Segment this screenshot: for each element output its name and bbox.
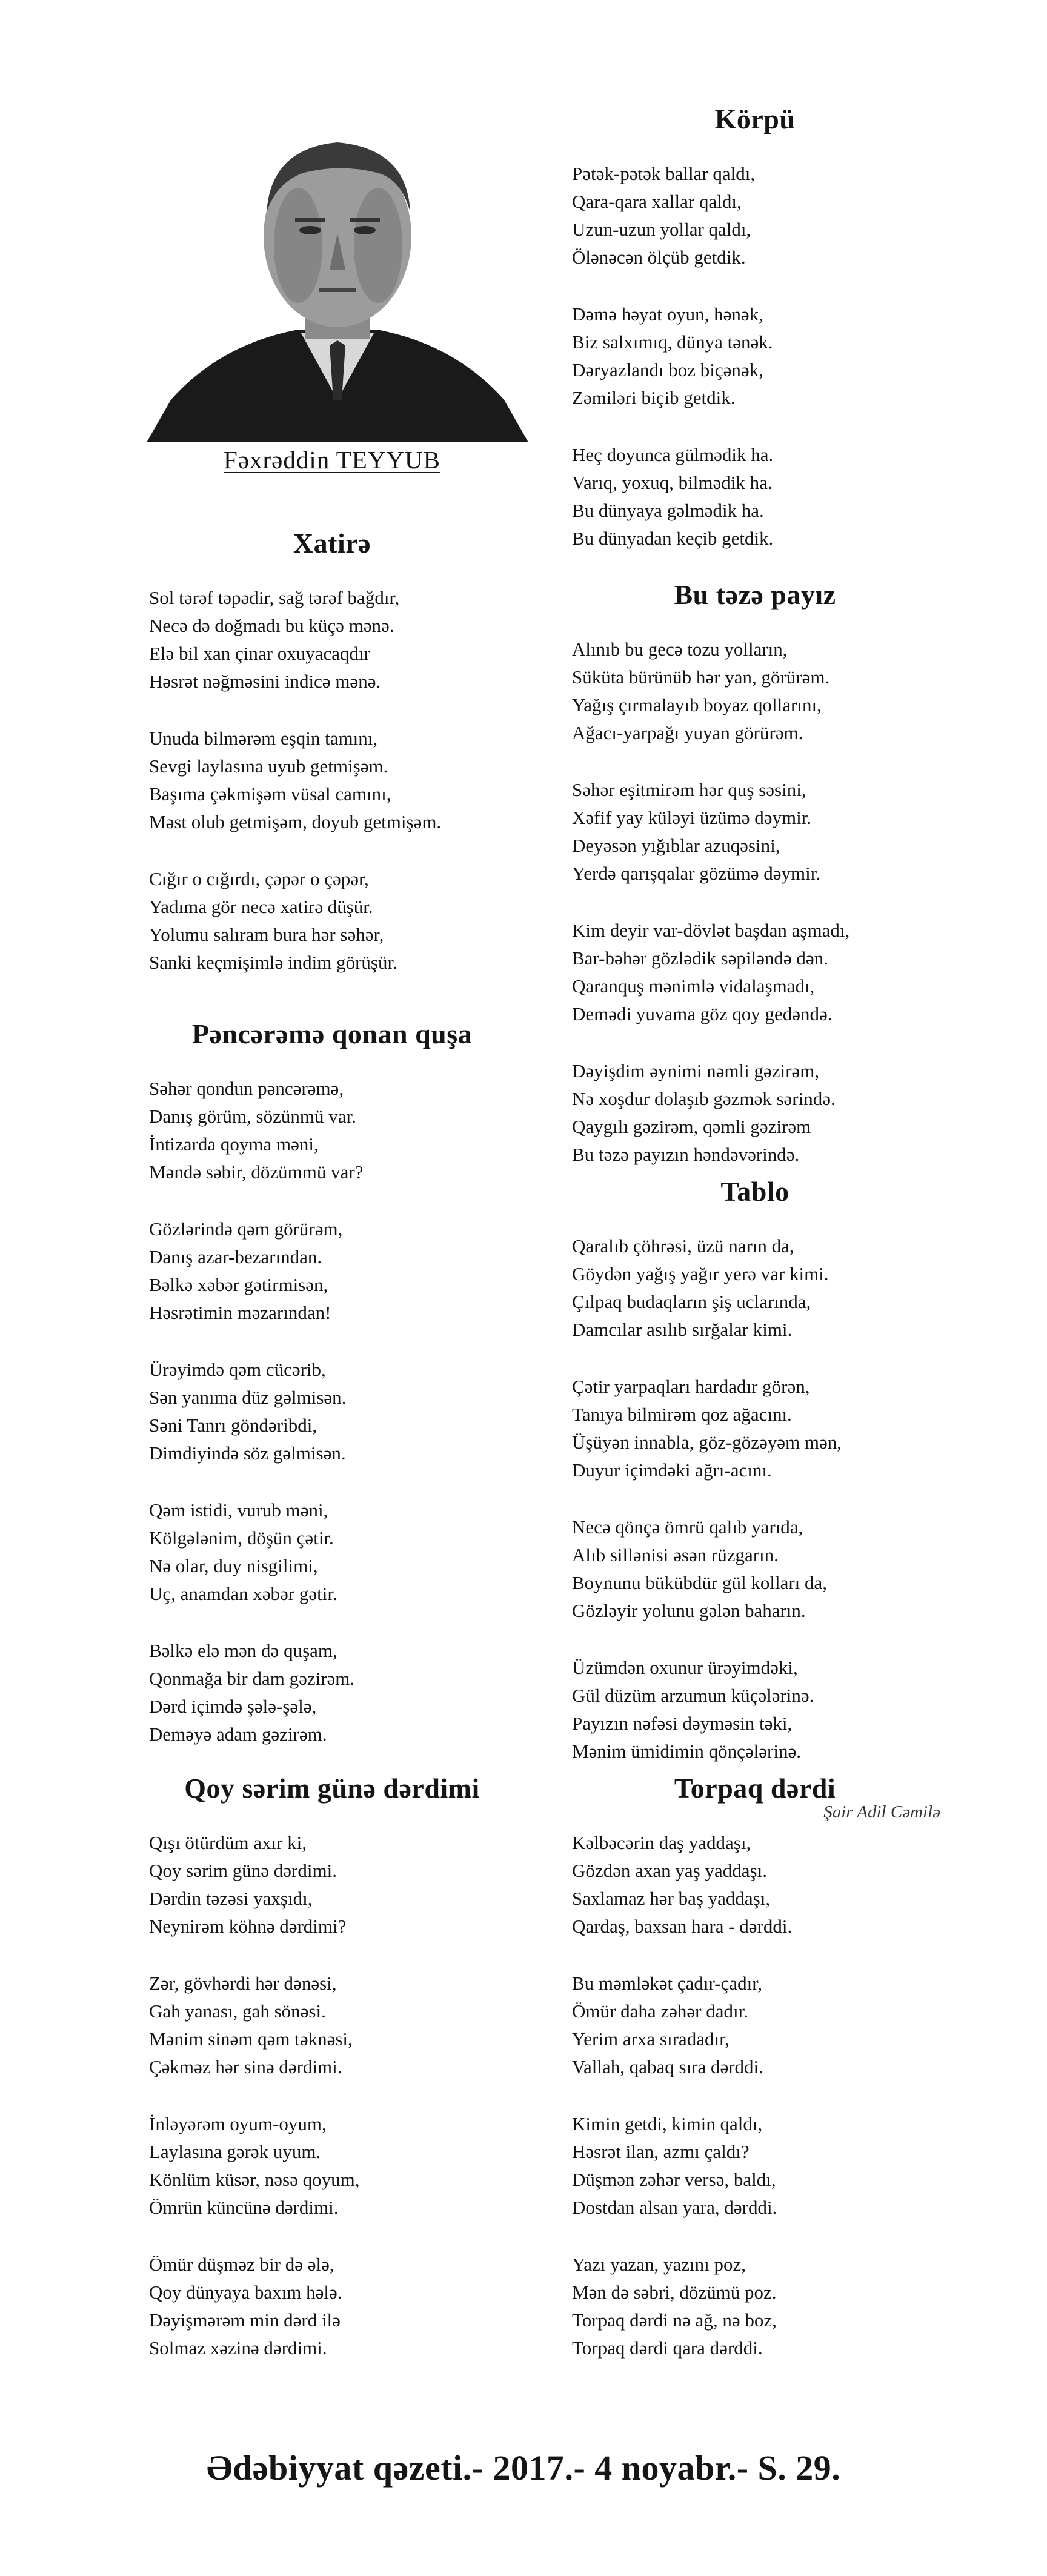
poem-line: Kim deyir var-dövlət başdan aşmadı,: [572, 920, 850, 941]
poem-title: Qoy sərim günə dərdimi: [184, 1773, 480, 1804]
poem-line: Dəmə həyat oyun, hənək,: [572, 304, 763, 325]
poem-line: Bu təzə payızın həndəvərində.: [572, 1144, 800, 1165]
stanza: [138, 2251, 526, 2362]
stanza: [138, 2110, 526, 2222]
poem-line: Ömür düşməz bir də ələ,: [149, 2254, 334, 2275]
poem-line: Yadıma gör necə xatirə düşür.: [149, 896, 373, 917]
poem-line: Uç, anamdan xəbər gətir.: [149, 1583, 337, 1604]
poem-xatire: [138, 527, 526, 1006]
poem-line: Qardaş, baxsan hara - dərddi.: [572, 1916, 793, 1937]
author-portrait: [147, 115, 528, 442]
poem-line: Sanki keçmişimlə indim görüşür.: [149, 952, 397, 973]
stanza: [561, 1232, 949, 1344]
poem-line: Heç doyunca gülmədik ha.: [572, 444, 774, 465]
poem-line: Cığır o cığırdı, çəpər o çəpər,: [149, 868, 369, 889]
poem-title: Xatirə: [293, 528, 371, 559]
stanza: [138, 1829, 526, 1940]
poem-line: Biz salxımıq, dünya tənək.: [572, 331, 773, 353]
poem-line: Qaralıb çöhrəsi, üzü narın da,: [572, 1235, 794, 1256]
poem-title: Pəncərəmə qonan quşa: [191, 1018, 473, 1049]
poem-torpaq-derdi: [561, 1772, 949, 2391]
poem-line: Üzümdən oxunur ürəyimdəki,: [572, 1657, 798, 1678]
poem-line: Ağacı-yarpağı yuyan görürəm.: [572, 722, 803, 743]
poem-line: Gözdən axan yaş yaddaşı.: [572, 1860, 767, 1881]
poem-line: Bəlkə elə mən də quşam,: [149, 1640, 337, 1661]
poem-line: Qaygılı gəzirəm, qəmli gəzirəm: [572, 1116, 811, 1137]
poem-line: Varıq, yoxuq, bilmədik ha.: [572, 472, 773, 493]
poem-korpu: [561, 103, 949, 582]
stanza: [138, 725, 526, 836]
poem-line: Dəyişmərəm min dərd ilə: [149, 2309, 341, 2331]
stanza: [138, 1637, 526, 1748]
poem-line: Dərdin təzəsi yaxşıdı,: [149, 1888, 313, 1909]
poem-line: Zər, gövhərdi hər dənəsi,: [149, 1973, 337, 1994]
poem-title: Körpü: [714, 104, 796, 134]
poem-line: Mənim sinəm qəm təknəsi,: [149, 2028, 353, 2050]
stanza: [561, 636, 949, 747]
poem-line: Həsrət nəğməsini indicə mənə.: [149, 671, 381, 692]
poem-line: Duyur içimdəki ağrı-acını.: [572, 1459, 772, 1481]
poem-line: Unuda bilmərəm eşqin tamını,: [149, 728, 378, 749]
poem-line: Kimin getdi, kimin qaldı,: [572, 2113, 763, 2134]
stanza: [561, 2110, 949, 2222]
poem-line: Qoy sərim günə dərdimi.: [149, 1860, 337, 1881]
stanza: [561, 917, 949, 1028]
poem-line: Zəmiləri biçib getdik.: [572, 387, 736, 408]
poem-line: Dimdiyində söz gəlmisən.: [149, 1442, 346, 1464]
poem-line: Deməyə adam gəzirəm.: [149, 1724, 327, 1745]
poem-line: Torpaq dərdi nə ağ, nə boz,: [572, 2309, 777, 2331]
stanza: [138, 1970, 526, 2081]
poem-line: Çətir yarpaqları hardadır görən,: [572, 1376, 810, 1397]
stanza: [561, 441, 949, 553]
poem-line: Qoy dünyaya baxım hələ.: [149, 2282, 342, 2303]
poem-line: Damcılar asılıb sırğalar kimi.: [572, 1319, 793, 1340]
poem-line: Məst olub getmişəm, doyub getmişəm.: [149, 811, 442, 832]
poem-line: Xəfif yay küləyi üzümə dəymir.: [572, 807, 812, 828]
poem-line: Dəyişdim əynimi nəmli gəzirəm,: [572, 1060, 820, 1081]
poem-line: Qara-qara xallar qaldı,: [572, 191, 742, 212]
poem-line: Mən də səbri, dözümü poz.: [572, 2282, 777, 2303]
stanza: [138, 1496, 526, 1608]
stanza: [561, 1970, 949, 2081]
poem-line: Qəm istidi, vurub məni,: [149, 1499, 328, 1521]
poem-line: Yazı yazan, yazını poz,: [572, 2254, 746, 2275]
poem-line: Bar-bəhər gözlədik səpiləndə dən.: [572, 948, 828, 969]
poem-line: Tanıya bilmirəm qoz ağacını.: [572, 1404, 792, 1425]
poem-line: Səhər eşitmirəm hər quş səsini,: [572, 779, 806, 800]
stanza: [561, 1513, 949, 1625]
poem-line: Yerim arxa sıradadır,: [572, 2028, 730, 2050]
stanza: [138, 584, 526, 695]
poem-pencereme-qonan-qusa: [138, 1018, 526, 1778]
poem-bu-teze-payiz: [561, 579, 949, 1198]
poem-line: Boynunu bükübdür gül kolları da,: [572, 1572, 828, 1593]
poem-line: Laylasına gərək uyum.: [149, 2141, 321, 2162]
poem-line: Bu dünyaya gəlmədik ha.: [572, 500, 764, 521]
stanza: [561, 1373, 949, 1484]
poem-line: İntizarda qoyma məni,: [149, 1134, 319, 1155]
poem-line: Göydən yağış yağır yerə var kimi.: [572, 1263, 829, 1284]
poem-line: Danış görüm, sözünmü var.: [149, 1106, 356, 1127]
poem-line: Gözləyir yolunu gələn baharın.: [572, 1600, 806, 1621]
poem-line: Yolumu salıram bura hər səhər,: [149, 924, 384, 945]
poem-line: Gah yanası, gah sönəsi.: [149, 2000, 326, 2022]
poem-line: Ömür daha zəhər dadır.: [572, 2000, 748, 2022]
poem-line: Saxlamaz hər baş yaddaşı,: [572, 1888, 771, 1909]
poem-line: Solmaz xəzinə dərdimi.: [149, 2337, 327, 2359]
poem-line: Gözlərində qəm görürəm,: [149, 1218, 343, 1240]
poem-line: Uzun-uzun yollar qaldı,: [572, 219, 751, 240]
poem-line: Bu məmləkət çadır-çadır,: [572, 1973, 763, 1994]
poem-line: Səhər qondun pəncərəmə,: [149, 1078, 344, 1099]
poem-line: Yağış çırmalayıb boyaz qollarını,: [572, 694, 822, 715]
stanza: [561, 1829, 949, 1940]
poem-line: Dəryazlandı boz biçənək,: [572, 359, 763, 380]
poem-line: Qonmağa bir dam gəzirəm.: [149, 1668, 355, 1689]
poem-line: Pətək-pətək ballar qaldı,: [572, 163, 756, 184]
poem-line: Alınıb bu gecə tozu yolların,: [572, 639, 788, 660]
poem-line: Deyəsən yığıblar azuqəsini,: [572, 835, 780, 856]
poem-line: Üşüyən innabla, göz-gözəyəm mən,: [572, 1432, 842, 1453]
poem-line: Kölgələnim, döşün çətir.: [149, 1527, 334, 1549]
poem-line: Payızın nəfəsi dəyməsin təki,: [572, 1713, 793, 1734]
poem-line: Ömrün küncünə dərdimi.: [149, 2197, 339, 2218]
poem-line: Dostdan alsan yara, dərddi.: [572, 2197, 777, 2218]
poem-line: Çəkməz hər sinə dərdimi.: [149, 2056, 342, 2077]
poem-line: Kəlbəcərin daş yaddaşı,: [572, 1832, 751, 1853]
poem-line: Vallah, qabaq sıra dərddi.: [572, 2056, 763, 2077]
poem-line: Sən yanıma düz gəlmisən.: [149, 1387, 347, 1408]
poem-line: Həsrət ilan, azmı çaldı?: [572, 2141, 750, 2162]
poem-line: Bəlkə xəbər gətirmisən,: [149, 1274, 328, 1295]
poem-line: Dərd içimdə şələ-şələ,: [149, 1696, 317, 1717]
poem-attribution: Şair Adil Cəmilə: [823, 1802, 940, 1822]
stanza: [138, 1215, 526, 1327]
stanza: [138, 1075, 526, 1186]
stanza: [138, 865, 526, 977]
poem-line: Məndə səbir, dözümmü var?: [149, 1161, 364, 1183]
poem-title: Torpaq dərdi: [674, 1773, 836, 1804]
poem-line: Mənim ümidimin qönçələrinə.: [572, 1741, 801, 1762]
poem-line: Qışı ötürdüm axır ki,: [149, 1832, 307, 1853]
poem-line: Qaranquş mənimlə vidalaşmadı,: [572, 975, 815, 997]
poem-line: Gül düzüm arzumun küçələrinə.: [572, 1685, 814, 1706]
poem-line: Sevgi laylasına uyub getmişəm.: [149, 755, 388, 777]
poem-line: Demədi yuvama göz qoy gedəndə.: [572, 1003, 833, 1024]
poem-line: İnləyərəm oyum-oyum,: [149, 2113, 327, 2134]
stanza: [561, 160, 949, 271]
poem-line: Ürəyimdə qəm cücərib,: [149, 1359, 326, 1380]
stanza: [561, 2251, 949, 2362]
stanza: [561, 1654, 949, 1765]
poem-qoy-serim-gune-derdimi: [138, 1772, 526, 2391]
stanza: [561, 776, 949, 888]
poem-line: Nə xoşdur dolaşıb gəzmək sərində.: [572, 1088, 836, 1109]
poem-line: Nə olar, duy nisgilimi,: [149, 1555, 318, 1576]
poem-line: Könlüm küsər, nəsə qoyum,: [149, 2169, 360, 2190]
poem-title: Tablo: [720, 1176, 789, 1207]
poem-line: Sol tərəf təpədir, sağ tərəf bağdır,: [149, 587, 400, 608]
poem-line: Alıb sillənisi əsən rüzgarın.: [572, 1544, 779, 1565]
poem-line: Necə də doğmadı bu küçə mənə.: [149, 615, 394, 636]
poem-line: Səni Tanrı göndəribdi,: [149, 1415, 317, 1436]
source-citation: Ədəbiyyat qəzeti.- 2017.- 4 noyabr.- S. 29.: [206, 2448, 841, 2488]
poem-line: Bu dünyadan keçib getdik.: [572, 528, 774, 549]
poem-line: Düşmən zəhər versə, baldı,: [572, 2169, 776, 2190]
poem-line: Başıma çəkmişəm vüsal camını,: [149, 783, 391, 805]
poem-line: Neynirəm köhnə dərdimi?: [149, 1916, 347, 1937]
stanza: [138, 1356, 526, 1467]
poem-title: Bu təzə payız: [674, 579, 836, 610]
stanza: [561, 300, 949, 412]
poem-tablo: [561, 1175, 949, 1794]
poem-line: Danış azar-bezarından.: [149, 1246, 322, 1267]
stanza: [561, 1057, 949, 1169]
poem-line: Süküta bürünüb hər yan, görürəm.: [572, 666, 830, 688]
poem-line: Elə bil xan çinar oxuyacaqdır: [149, 643, 370, 664]
poem-line: Həsrətimin məzarından!: [149, 1302, 331, 1323]
poem-line: Çılpaq budaqların şiş uclarında,: [572, 1291, 811, 1312]
poem-line: Ölənəcən ölçüb getdik.: [572, 247, 746, 268]
poem-line: Torpaq dərdi qara dərddi.: [572, 2337, 763, 2359]
author-name: Fəxrəddin TEYYUB: [223, 446, 440, 474]
poem-line: Necə qönçə ömrü qalıb yarıda,: [572, 1516, 803, 1538]
poem-line: Yerdə qarışqalar gözümə dəymir.: [572, 863, 821, 884]
